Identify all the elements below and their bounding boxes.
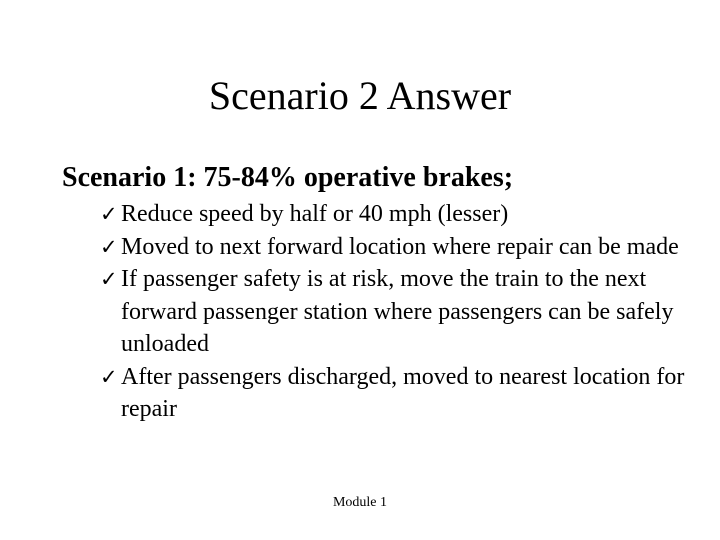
check-icon: ✓ <box>100 364 118 389</box>
check-icon: ✓ <box>100 202 118 226</box>
section-heading: Scenario 1: 75-84% operative brakes; <box>62 162 514 193</box>
check-icon: ✓ <box>100 267 118 291</box>
list-item <box>100 361 690 426</box>
bullet-text: If passenger safety is at risk, move the train to the next forward passenger station where passengers can be safely unloaded <box>121 266 674 357</box>
footer-label: Module 1 <box>332 495 388 510</box>
list-item <box>100 231 690 264</box>
bullet-text: Reduce speed by half or 40 mph (lesser) <box>121 201 509 227</box>
bullet-text: Moved to next forward location where repair can be made <box>121 233 679 260</box>
slide-title: Scenario 2 Answer <box>208 73 512 118</box>
check-icon: ✓ <box>100 234 118 259</box>
list-item <box>100 198 690 231</box>
list-item <box>100 263 690 361</box>
bullet-text: After passengers discharged, moved to nearest location for repair <box>121 363 685 422</box>
bullet-list <box>100 198 690 426</box>
